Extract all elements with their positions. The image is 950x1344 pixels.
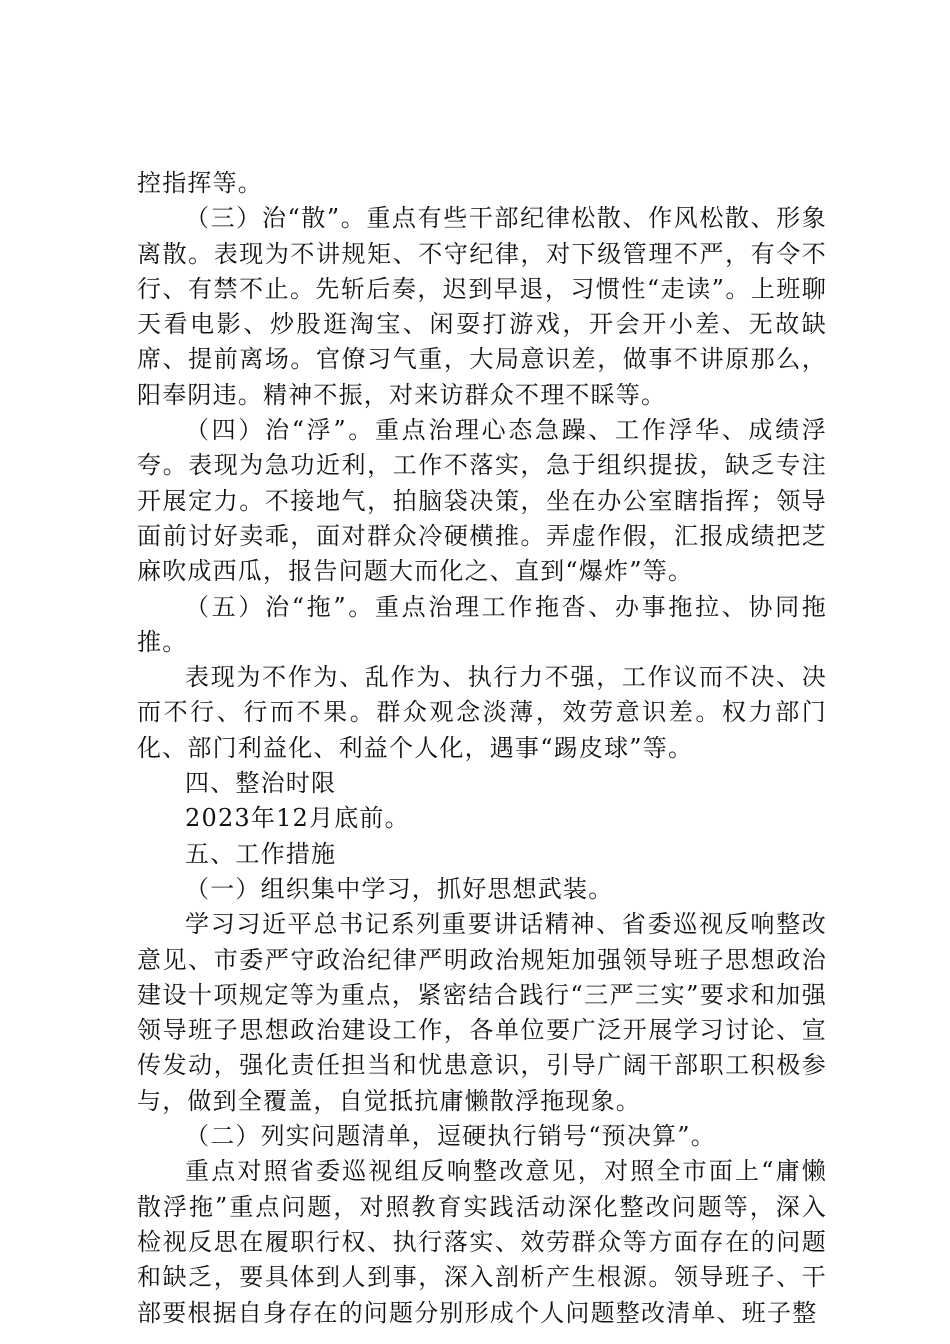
paragraph: 2023年12月底前。 xyxy=(185,804,410,833)
paragraph: （五）治“拖”。重点治理工作拖沓、办事拖拉、协同拖推。 xyxy=(137,592,827,656)
subsection-heading: （一）组织集中学习，抓好思想武装。 xyxy=(185,874,614,903)
subsection-heading: （二）列实问题清单，逗硬执行销号“预决算”。 xyxy=(185,1122,716,1151)
paragraph: （四）治“浮”。重点治理心态急躁、工作浮华、成绩浮夸。表现为急功近利，工作不落实，急于组织提拔，缺乏专注开展定力。不接地气，拍脑袋决策，坐在办公室瞎指挥；领导面前讨好卖乖，面对群众冷硬横推。弄虚作假，汇报成绩把芝麻吹成西瓜，报告问题大而化之、直到“爆炸”等。 xyxy=(137,416,827,586)
paragraph: 学习习近平总书记系列重要讲话精神、省委巡视反响整改意见、市委严守政治纪律严明政治规矩加强领导班子思想政治建设十项规定等为重点，紧密结合践行“三严三实”要求和加强领导班子思想政治建设工作，各单位要广泛开展学习讨论、宣传发动，强化责任担当和忧患意识，引导广阔干部职工积极参与，做到全覆盖，自觉抵抗庸懒散浮拖现象。 xyxy=(137,910,827,1115)
paragraph: 表现为不作为、乱作为、执行力不强，工作议而不决、决而不行、行而不果。群众观念淡薄，效劳意识差。权力部门化、部门利益化、利益个人化，遇事“踢皮球”等。 xyxy=(137,663,827,762)
document-body xyxy=(137,166,827,1331)
paragraph: 重点对照省委巡视组反响整改意见，对照全市面上“庸懒散浮拖”重点问题，对照教育实践活动深化整改问题等，深入检视反思在履职行权、执行落实、效劳群众等方面存在的问题和缺乏，要具体到人到事，深入剖析产生根源。领导班子、干部要根据自身存在的问题分别形成个人问题整改清单、班子整 xyxy=(137,1157,827,1327)
paragraph: （三）治“散”。重点有些干部纪律松散、作风松散、形象离散。表现为不讲规矩、不守纪律，对下级管理不严，有令不行、有禁不止。先斩后奏，迟到早退，习惯性“走读”。上班聊天看电影、炒股逛淘宝、闲耍打游戏，开会开小差、无故缺席、提前离场。官僚习气重，大局意识差，做事不讲原那么，阳奉阴违。精神不振，对来访群众不理不睬等。 xyxy=(137,204,827,409)
section-heading: 五、工作措施 xyxy=(185,839,337,868)
paragraph: 控指挥等。 xyxy=(137,169,263,197)
section-heading: 四、整治时限 xyxy=(185,769,337,798)
